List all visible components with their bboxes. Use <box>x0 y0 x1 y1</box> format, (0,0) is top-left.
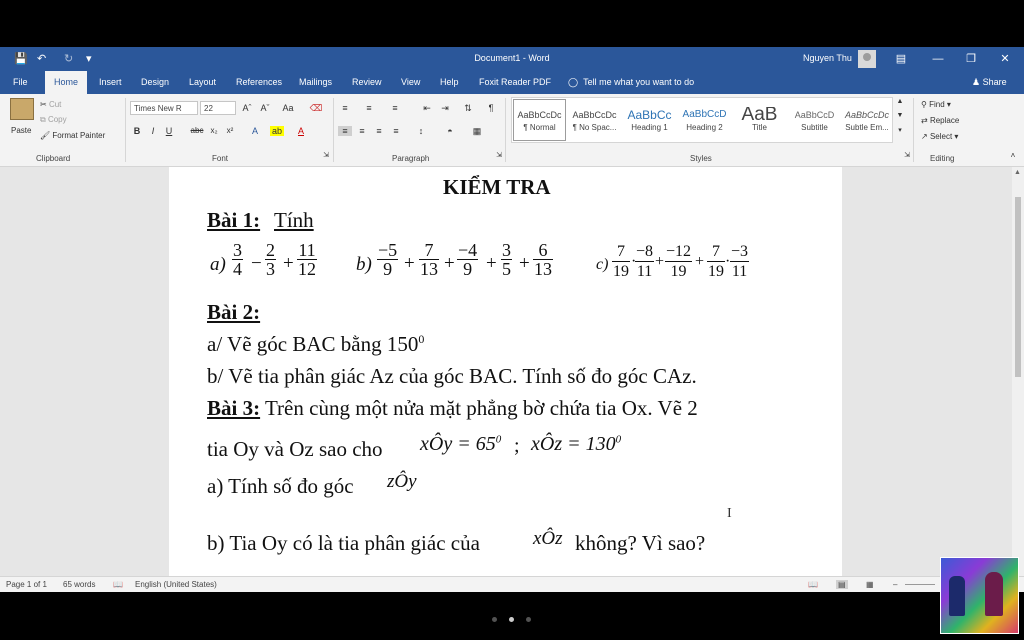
operator: + <box>655 253 665 270</box>
operator: + <box>695 253 705 270</box>
cursor-icon: ↗ <box>921 132 928 141</box>
bullets-icon[interactable]: ≡ <box>342 103 348 113</box>
bai3-line2: tia Oy và Oz sao cho <box>207 437 383 461</box>
ribbon-tabs <box>0 71 1024 94</box>
undo-icon[interactable]: ↶ <box>37 53 47 65</box>
tab-review[interactable]: Review <box>352 77 382 87</box>
format-painter-label: Format Painter <box>52 131 106 140</box>
numerator: −5 <box>378 240 398 260</box>
borders-icon[interactable]: ▦ <box>472 126 482 136</box>
question-b-end: không? Vì sao? <box>575 531 706 555</box>
brush-icon: 🖌 <box>40 131 51 140</box>
replace-label: Replace <box>929 116 960 125</box>
denominator: 11 <box>731 263 748 280</box>
print-layout-icon[interactable]: ▤ <box>838 580 846 589</box>
share-label: Share <box>982 77 1007 87</box>
format-painter-button[interactable] <box>40 131 105 140</box>
divider <box>913 98 914 162</box>
fraction <box>635 243 654 281</box>
tell-me-label: Tell me what you want to do <box>583 77 695 87</box>
zoom-slider[interactable] <box>905 584 935 585</box>
change-case-icon[interactable]: Aa <box>282 103 294 113</box>
style-title[interactable] <box>732 98 787 142</box>
expr-a-label: a) <box>210 254 226 275</box>
bai1-text: Tính <box>274 208 314 232</box>
numerator: 7 <box>712 243 720 260</box>
style-name: Title <box>752 123 767 132</box>
denominator: 19 <box>708 263 724 280</box>
scissors-icon: ✂ <box>40 100 47 109</box>
denominator: 19 <box>613 263 629 280</box>
numerator: 7 <box>617 243 625 260</box>
subscript-icon[interactable]: x₂ <box>210 126 218 135</box>
page-title: KIỂM TRA <box>443 175 551 199</box>
cut-label: Cut <box>48 100 62 109</box>
styles-gallery <box>511 97 893 143</box>
font-size-value: 22 <box>204 104 213 113</box>
increase-indent-icon[interactable]: ⇥ <box>441 103 449 113</box>
style-name: Subtle Em... <box>845 123 889 132</box>
fraction <box>457 241 478 279</box>
cut-button[interactable] <box>40 100 61 109</box>
operator: + <box>519 253 530 274</box>
operator: + <box>404 253 415 274</box>
denominator: 11 <box>636 263 653 280</box>
numerator: 2 <box>266 240 275 260</box>
operator: + <box>283 253 294 274</box>
numbering-icon[interactable]: ≡ <box>366 103 372 113</box>
page-indicator-dot[interactable] <box>526 617 531 622</box>
underline-icon[interactable]: U <box>165 126 173 136</box>
copy-button[interactable] <box>40 115 67 125</box>
style-heading-1[interactable] <box>622 98 677 142</box>
page-indicator-dot[interactable] <box>492 617 497 622</box>
highlight-icon[interactable]: ab <box>271 126 282 136</box>
font-dialog-launcher-icon[interactable]: ⇲ <box>323 152 329 159</box>
tab-file[interactable]: File <box>13 77 28 87</box>
status-bar <box>0 576 1024 592</box>
decrease-indent-icon[interactable]: ⇤ <box>423 103 431 113</box>
style-name: ¶ No Spac... <box>572 123 617 132</box>
fraction <box>265 241 276 279</box>
share-button[interactable] <box>972 71 1007 94</box>
style-name: Heading 2 <box>686 123 723 132</box>
text-cursor-icon: I <box>727 506 732 521</box>
style-name: Heading 1 <box>631 123 668 132</box>
question-a: a) Tính số đo góc <box>207 474 354 498</box>
style-preview: AaBbCcDc <box>844 110 889 120</box>
game-characters-thumbnail <box>940 557 1019 634</box>
scroll-up-icon[interactable]: ▲ <box>1014 169 1021 176</box>
style-preview: AaBbCcDc <box>517 110 562 120</box>
save-icon[interactable]: 💾 <box>14 53 28 65</box>
operator: + <box>486 253 497 274</box>
editing-group-label: Editing <box>930 154 955 163</box>
bai2-label: Bài 2: <box>207 300 261 324</box>
operator: · <box>631 253 637 270</box>
window-title: Document1 - Word <box>474 53 550 63</box>
style-subtitle[interactable] <box>787 98 842 142</box>
question-b: b) Tia Oy có là tia phân giác của <box>207 531 480 555</box>
paragraph-group-label: Paragraph <box>392 154 430 163</box>
copy-label: Copy <box>47 115 67 124</box>
scrollbar-thumb[interactable] <box>1015 197 1021 377</box>
replace-button[interactable] <box>921 116 959 125</box>
align-right-icon[interactable]: ≡ <box>376 126 382 136</box>
tab-insert[interactable]: Insert <box>99 77 122 87</box>
denominator: 13 <box>420 259 438 279</box>
styles-dialog-launcher-icon[interactable]: ⇲ <box>904 152 910 159</box>
fraction <box>665 243 692 281</box>
style-normal[interactable] <box>512 98 567 142</box>
degree-sup: 0 <box>418 332 425 346</box>
fraction <box>730 243 749 281</box>
grow-font-icon[interactable]: Aˆ <box>242 103 252 113</box>
fraction <box>501 241 512 279</box>
line-spacing-icon[interactable]: ↕ <box>418 126 424 136</box>
fraction <box>377 241 398 279</box>
font-name-select[interactable] <box>130 101 198 115</box>
proofing-icon[interactable]: 📖 <box>113 580 123 589</box>
language[interactable]: English (United States) <box>135 580 217 589</box>
customize-qat-icon[interactable]: ▾ <box>86 53 92 65</box>
numerator: 11 <box>298 240 316 260</box>
word-window <box>0 47 1024 592</box>
bai2-b: b/ Vẽ tia phân giác Az của góc BAC. Tính số đo góc CAz. <box>207 364 697 388</box>
operator: + <box>444 253 455 274</box>
close-button[interactable]: ✕ <box>1000 53 1010 65</box>
zoom-out-icon[interactable]: – <box>893 580 898 589</box>
tab-help[interactable]: Help <box>440 77 459 87</box>
denominator: 12 <box>298 259 316 279</box>
angle-xoz: xÔz <box>533 528 563 549</box>
denominator: 19 <box>665 261 692 281</box>
word-count[interactable]: 65 words <box>63 580 96 589</box>
denominator: 9 <box>457 259 478 279</box>
styles-group-label: Styles <box>690 154 712 163</box>
denominator: 13 <box>534 259 552 279</box>
style-no-spacing[interactable] <box>567 98 622 142</box>
numerator: 6 <box>538 240 548 260</box>
paragraph-dialog-launcher-icon[interactable]: ⇲ <box>496 152 502 159</box>
angle-zoy: zÔy <box>387 471 417 492</box>
minimize-button[interactable]: — <box>932 53 944 65</box>
style-preview: AaBbCcD <box>682 109 727 120</box>
equation-separator: ; <box>514 435 520 457</box>
expr-b-label: b) <box>356 254 372 275</box>
font-color-icon[interactable]: A <box>297 126 304 136</box>
fraction <box>707 243 725 281</box>
tab-view[interactable]: View <box>401 77 421 87</box>
title-bar <box>0 47 1024 71</box>
document-page[interactable] <box>169 167 842 576</box>
tell-me-search[interactable] <box>568 71 694 94</box>
numerator: 7 <box>424 240 434 260</box>
eq2-text: xÔz = 130 <box>531 433 616 455</box>
style-preview: AaBbCcD <box>794 110 835 120</box>
justify-icon[interactable]: ≡ <box>393 126 399 136</box>
operator: · <box>725 253 731 270</box>
fraction <box>297 241 317 279</box>
multilevel-list-icon[interactable]: ≡ <box>392 103 398 113</box>
strikethrough-icon[interactable]: abc <box>190 126 204 135</box>
vertical-scrollbar[interactable] <box>1012 167 1024 576</box>
numerator: −3 <box>731 243 749 260</box>
equation-xoz <box>531 433 621 456</box>
tab-design[interactable]: Design <box>141 77 170 87</box>
degree-sup: 0 <box>495 433 502 446</box>
operator: − <box>251 253 262 274</box>
read-mode-icon[interactable]: 📖 <box>808 580 818 589</box>
numerator: −4 <box>458 240 478 260</box>
style-name: ¶ Normal <box>523 123 556 132</box>
tab-foxit[interactable]: Foxit Reader PDF <box>479 77 552 87</box>
share-icon: ♟ <box>972 77 981 87</box>
replace-icon: ⇄ <box>921 116 928 125</box>
document-canvas <box>0 167 1012 576</box>
font-group-label: Font <box>212 154 229 163</box>
align-center-icon[interactable]: ≡ <box>359 126 365 136</box>
styles-more-icon[interactable]: ▾ <box>898 127 902 134</box>
style-name: Subtitle <box>801 123 828 132</box>
bai3-label: Bài 3: <box>207 396 261 420</box>
align-left-icon[interactable]: ≡ <box>338 126 352 136</box>
divider <box>505 98 506 162</box>
ribbon-home <box>0 94 1024 167</box>
select-button[interactable]: ↗ Select ▾ <box>921 132 959 141</box>
find-button[interactable]: ⚲ Find ▾ <box>921 100 951 109</box>
styles-scroll-down-icon[interactable]: ▼ <box>896 112 904 119</box>
clear-formatting-icon[interactable]: ⌫ <box>309 103 323 113</box>
font-name-value: Times New R <box>134 104 182 113</box>
restore-button[interactable]: ❐ <box>966 53 976 65</box>
page-indicator-dot-active[interactable] <box>509 617 514 622</box>
avatar[interactable] <box>858 50 876 68</box>
denominator: 3 <box>266 259 275 279</box>
bai2-a-text: a/ Vẽ góc BAC bằng 150 <box>207 332 419 356</box>
text-effects-icon[interactable]: A <box>251 126 258 136</box>
styles-scroll-up-icon[interactable]: ▲ <box>896 98 904 105</box>
style-preview: AaB <box>741 107 778 123</box>
bold-icon[interactable]: B <box>133 126 141 136</box>
divider <box>125 98 126 162</box>
numerator: −12 <box>666 243 692 260</box>
tab-home[interactable]: Home <box>45 71 87 94</box>
clipboard-group-label: Clipboard <box>36 154 71 163</box>
shrink-font-icon[interactable]: Aˇ <box>260 103 270 113</box>
bai1-label: Bài 1: <box>207 208 261 232</box>
font-size-select[interactable] <box>200 101 236 115</box>
tab-layout[interactable]: Layout <box>189 77 217 87</box>
style-heading-2[interactable] <box>677 98 732 142</box>
collapse-ribbon-icon[interactable]: ˄ <box>1010 151 1016 160</box>
expr-c-label: c) <box>596 256 609 273</box>
degree-sup: 0 <box>615 433 622 446</box>
sort-icon[interactable]: ⇅ <box>464 103 472 113</box>
denominator: 4 <box>233 259 242 279</box>
redo-icon[interactable]: ↻ <box>64 53 74 65</box>
superscript-icon[interactable]: x² <box>226 126 234 135</box>
fraction <box>612 243 630 281</box>
web-layout-icon[interactable]: ▦ <box>866 580 874 589</box>
paste-button[interactable]: Paste <box>11 126 32 135</box>
style-preview: AaBbCc <box>627 108 672 122</box>
fraction <box>232 241 243 279</box>
lightbulb-icon: ◯ <box>568 77 579 87</box>
find-label: Find <box>929 100 945 109</box>
equation-xoy <box>420 433 501 456</box>
copy-icon: ⧉ <box>40 115 46 124</box>
numerator: −8 <box>636 243 654 260</box>
denominator: 9 <box>377 259 398 279</box>
italic-icon[interactable]: I <box>151 126 155 136</box>
tab-references[interactable]: References <box>236 77 283 87</box>
bai3 <box>207 396 698 421</box>
eq1-text: xÔy = 65 <box>420 433 496 455</box>
show-formatting-icon[interactable]: ¶ <box>488 103 494 113</box>
divider <box>333 98 334 162</box>
ribbon-display-icon[interactable]: ▤ <box>895 53 907 65</box>
search-icon: ⚲ <box>921 100 927 109</box>
select-label: Select <box>929 132 953 141</box>
shading-icon[interactable]: ◓ <box>447 126 453 136</box>
denominator: 5 <box>502 259 511 279</box>
numerator: 3 <box>233 240 242 260</box>
numerator: 3 <box>502 240 511 260</box>
page-count[interactable]: Page 1 of 1 <box>6 580 47 589</box>
bai3-text: Trên cùng một nửa mặt phẳng bờ chứa tia Ox. Vẽ 2 <box>260 396 698 420</box>
bai2-a <box>207 332 424 357</box>
user-name[interactable]: Nguyen Thu <box>803 53 852 63</box>
fraction <box>419 241 439 279</box>
style-subtle-emphasis[interactable] <box>842 98 892 142</box>
paste-icon[interactable] <box>10 98 34 120</box>
tab-mailings[interactable]: Mailings <box>299 77 333 87</box>
style-preview: AaBbCcDc <box>572 110 617 120</box>
fraction <box>533 241 553 279</box>
